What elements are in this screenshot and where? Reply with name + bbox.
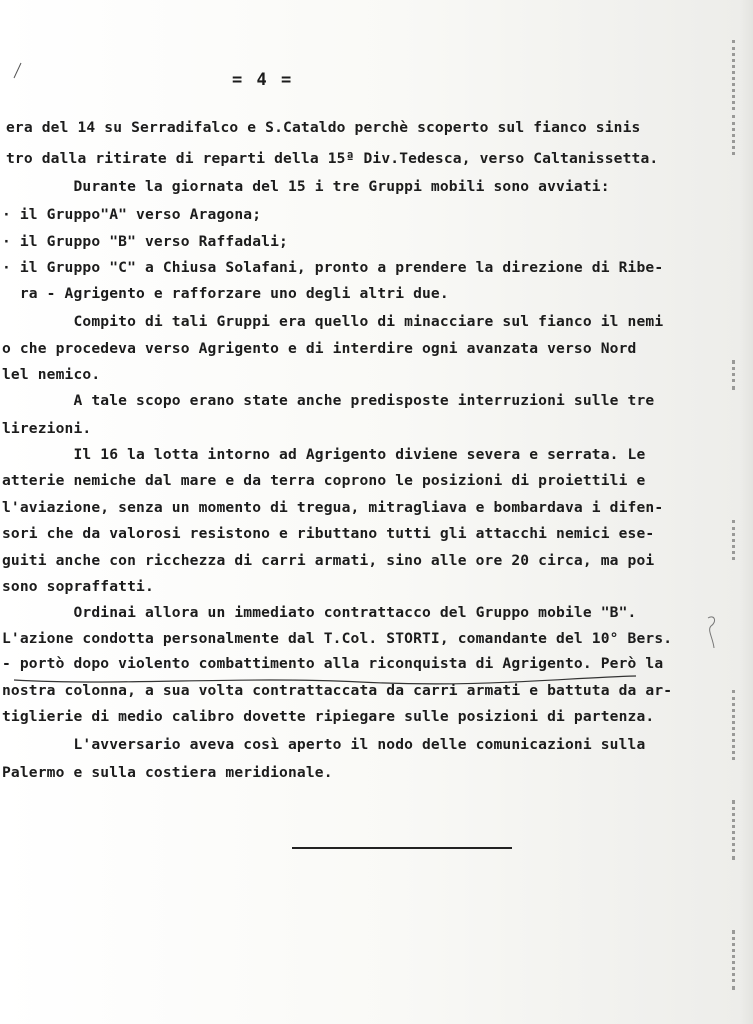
text-line: · il Gruppo "C" a Chiusa Solafani, pronto a prendere la direzione di Ribe-: [2, 259, 664, 276]
text-line: · il Gruppo "B" verso Raffadali;: [2, 233, 288, 250]
text-line: Il 16 la lotta intorno ad Agrigento diviene severa e serrata. Le: [2, 446, 646, 463]
text-line: Ordinai allora un immediato contrattacco del Gruppo mobile "B".: [2, 604, 637, 621]
closing-rule: [292, 847, 512, 849]
text-line: A tale scopo erano state anche predisposte interruzioni sulle tre: [2, 392, 655, 409]
text-line: atterie nemiche dal mare e da terra coprono le posizioni di proiettili e: [2, 472, 646, 489]
text-line: tiglierie di medio calibro dovette ripiegare sulle posizioni di partenza.: [2, 708, 655, 725]
scan-edge-mark: [724, 800, 735, 860]
pencil-annotation: [705, 612, 719, 652]
scan-edge-mark: [724, 40, 735, 110]
text-line: L'azione condotta personalmente dal T.Col. STORTI, comandante del 10° Bers.: [2, 630, 673, 647]
text-line: sori che da valorosi resistono e ributtano tutti gli attacchi nemici ese-: [2, 525, 655, 542]
text-line: - portò dopo violento combattimento alla riconquista di Agrigento. Però la: [2, 655, 664, 672]
text-line: o che procedeva verso Agrigento e di interdire ogni avanzata verso Nord: [2, 340, 637, 357]
scan-edge-mark: [724, 360, 735, 390]
text-line: sono sopraffatti.: [2, 578, 154, 595]
text-line: Durante la giornata del 15 i tre Gruppi mobili sono avviati:: [2, 178, 610, 195]
scan-edge-mark: [724, 115, 735, 155]
text-line: era del 14 su Serradifalco e S.Cataldo perchè scoperto sul fianco sinis: [6, 119, 641, 136]
scan-edge-mark: [724, 520, 735, 560]
text-line: l'aviazione, senza un momento di tregua, mitragliava e bombardava i difen-: [2, 499, 664, 516]
scan-edge-mark: [724, 930, 735, 990]
page-number: = 4 =: [232, 70, 294, 90]
handwritten-underline: [0, 672, 640, 692]
scan-edge-mark: [724, 690, 735, 760]
text-line: ra - Agrigento e rafforzare uno degli altri due.: [2, 285, 449, 302]
text-line: tro dalla ritirate di reparti della 15ª Div.Tedesca, verso Caltanissetta.: [6, 150, 659, 167]
text-line: lel nemico.: [2, 366, 101, 383]
text-line: Compito di tali Gruppi era quello di minacciare sul fianco il nemi: [2, 313, 664, 330]
text-line: guiti anche con ricchezza di carri armati, sino alle ore 20 circa, ma poi: [2, 552, 655, 569]
text-line: nostra colonna, a sua volta contrattaccata da carri armati e battuta da ar-: [2, 682, 673, 699]
text-line: lirezioni.: [2, 420, 92, 437]
pencil-fleck: [12, 60, 24, 80]
text-line: L'avversario aveva così aperto il nodo delle comunicazioni sulla: [2, 736, 646, 753]
text-line: Palermo e sulla costiera meridionale.: [2, 764, 333, 781]
text-line: · il Gruppo"A" verso Aragona;: [2, 206, 262, 223]
